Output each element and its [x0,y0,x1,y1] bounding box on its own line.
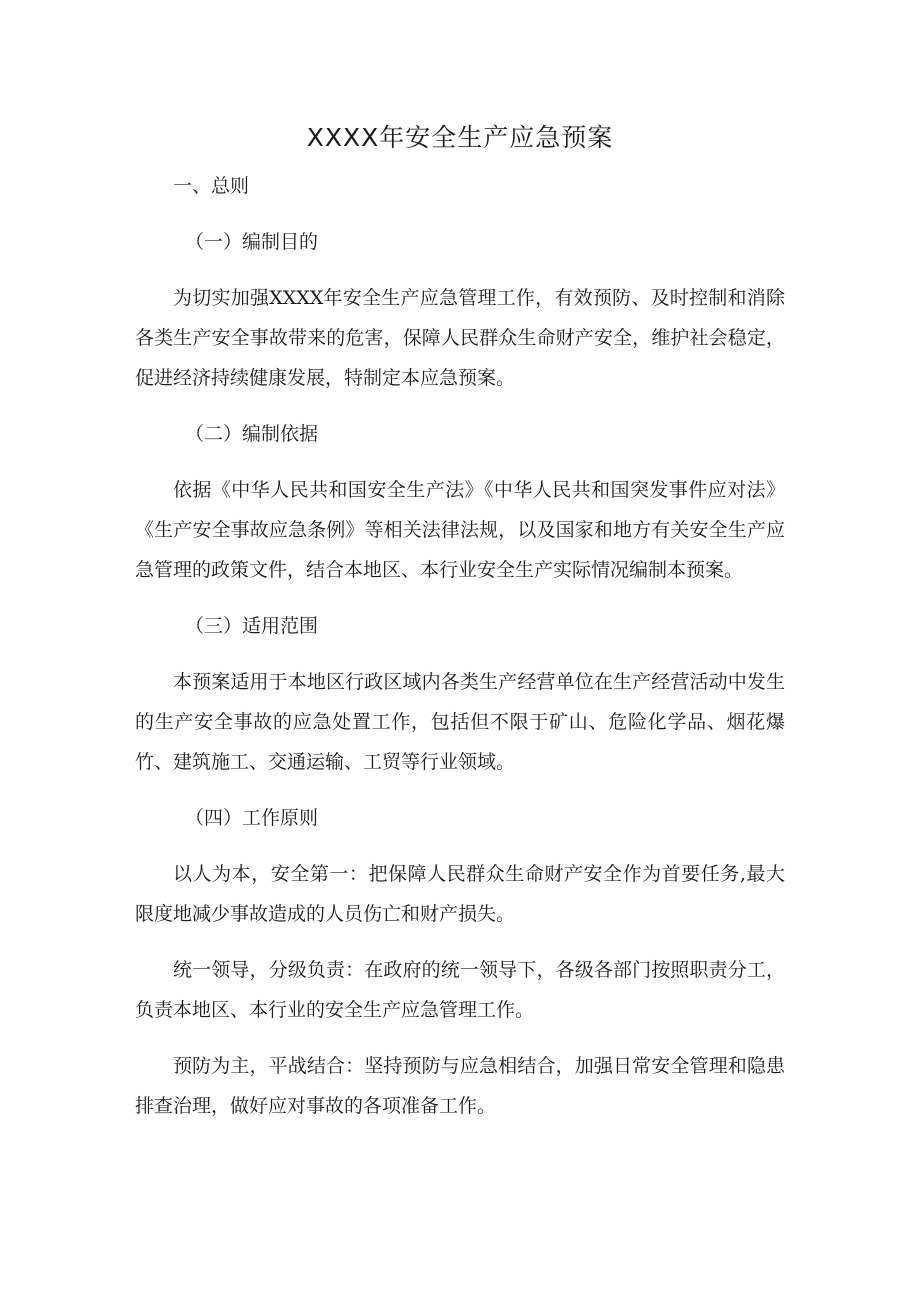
subsection-heading-basis: （二）编制依据 [185,423,319,445]
paragraph-purpose: 为切实加强XXXX年安全生产应急管理工作，有效预防、及时控制和消除各类生产安全事故带来的危害，保障人民群众生命财产安全，维护社会稳定，促进经济持续健康发展，特制定本应急预案。 [135,287,785,389]
paragraph-principle-unified-leadership: 统一领导，分级负责：在政府的统一领导下，各级各部门按照职责分工，负责本地区、本行业的安全生产应急管理工作。 [135,959,785,1021]
subsection-heading-purpose: （一）编制目的 [185,231,319,253]
paragraph-principle-prevention: 预防为主，平战结合：坚持预防与应急相结合，加强日常安全管理和隐患排查治理，做好应对事故的各项准备工作。 [135,1055,785,1117]
paragraph-scope: 本预案适用于本地区行政区域内各类生产经营单位在生产经营活动中发生的生产安全事故的应急处置工作，包括但不限于矿山、危险化学品、烟花爆竹、建筑施工、交通运输、工贸等行业领域。 [135,671,785,773]
document-title: XXXX年安全生产应急预案 [306,123,614,152]
section-heading-general: 一、总则 [173,175,250,197]
paragraph-basis: 依据《中华人民共和国安全生产法》《中华人民共和国突发事件应对法》《生产安全事故应急条例》等相关法律法规，以及国家和地方有关安全生产应急管理的政策文件，结合本地区、本行业安全生产实际情况编制本预案。 [135,479,785,581]
document-body [135,166,785,1142]
paragraph-principle-people-first: 以人为本，安全第一：把保障人民群众生命财产安全作为首要任务,最大限度地减少事故造成的人员伤亡和财产损失。 [135,863,785,925]
subsection-heading-principles: （四）工作原则 [185,807,319,829]
subsection-heading-scope: （三）适用范围 [185,615,319,637]
